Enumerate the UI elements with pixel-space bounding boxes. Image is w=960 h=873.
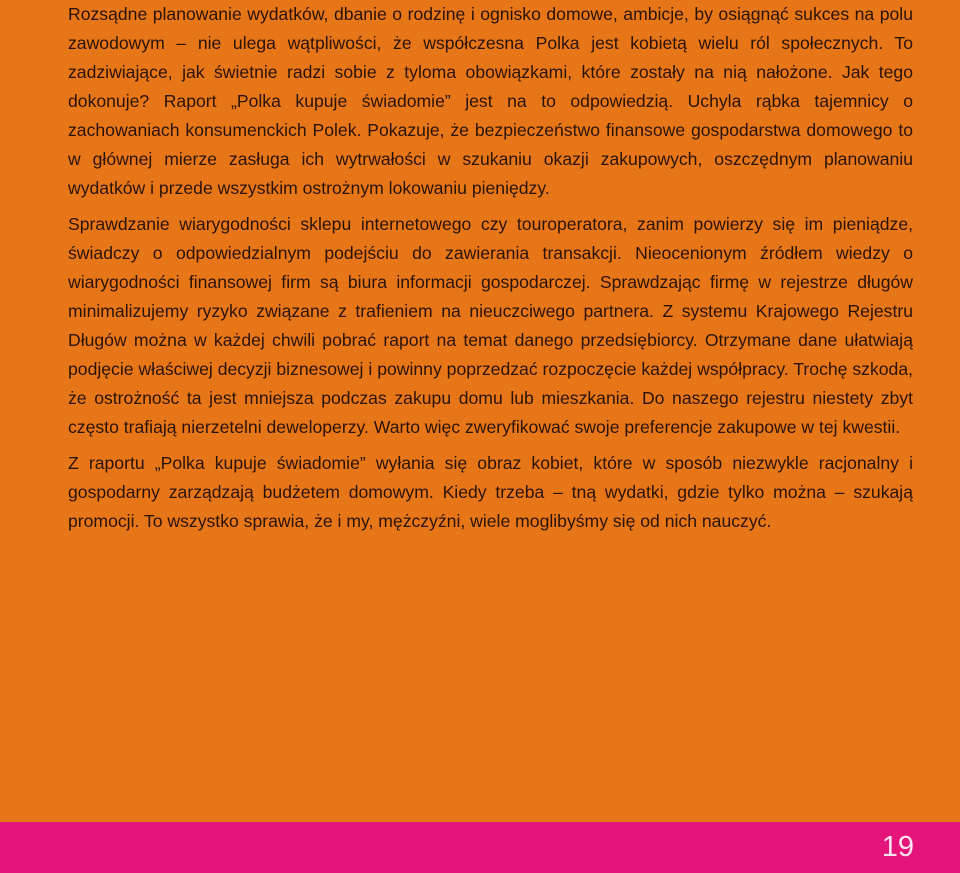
paragraph-3: Z raportu „Polka kupuje świadomie” wyłania się obraz kobiet, które w sposób niezwykle racjonalny i gospodarny zarządzają budżetem domowym. Kiedy trzeba – tną wydatki, gdzie tylko można – szukają promocji. To wszystko sprawia, że i my, mężczyźni, wiele moglibyśmy się od nich nauczyć. <box>68 453 913 531</box>
paragraph-1: Rozsądne planowanie wydatków, dbanie o rodzinę i ognisko domowe, ambicje, by osiągnąć sukces na polu zawodowym – nie ulega wątpliwości, że współczesna Polka jest kobietą wielu ról społecznych. To zadziwiające, jak świetnie radzi sobie z tyloma obowiązkami, które zostały na nią nałożone. Jak tego dokonuje? Raport „Polka kupuje świadomie” jest na to odpowiedzią. Uchyla rąbka tajemnicy o zachowaniach konsumenckich Polek. Pokazuje, że bezpieczeństwo finansowe gospodarstwa domowego to w głównej mierze zasługa ich wytrwałości w szukaniu okazji zakupowych, oszczędnym planowaniu wydatków i przede wszystkim ostrożnym lokowaniu pieniędzy. <box>68 4 913 198</box>
footer-band <box>0 822 960 873</box>
page-number: 19 <box>881 831 914 863</box>
paragraph-2: Sprawdzanie wiarygodności sklepu internetowego czy touroperatora, zanim powierzy się im pieniądze, świadczy o odpowiedzialnym podejściu do zawierania transakcji. Nieocenionym źródłem wiedzy o wiarygodności finansowej firm są biura informacji gospodarczej. Sprawdzając firmę w rejestrze długów minimalizujemy ryzyko związane z trafieniem na nieuczciwego partnera. Z systemu Krajowego Rejestru Długów można w każdej chwili pobrać raport na temat danego przedsiębiorcy. Otrzymane dane ułatwiają podjęcie właściwej decyzji biznesowej i powinny poprzedzać rozpoczęcie każdej współpracy. Trochę szkoda, że ostrożność ta jest mniejsza podczas zakupu domu lub mieszkania. Do naszego rejestru niestety zbyt często trafiają nierzetelni deweloperzy. Warto więc zweryfikować swoje preferencje zakupowe w tej kwestii. <box>68 214 913 437</box>
document-body <box>68 0 913 536</box>
